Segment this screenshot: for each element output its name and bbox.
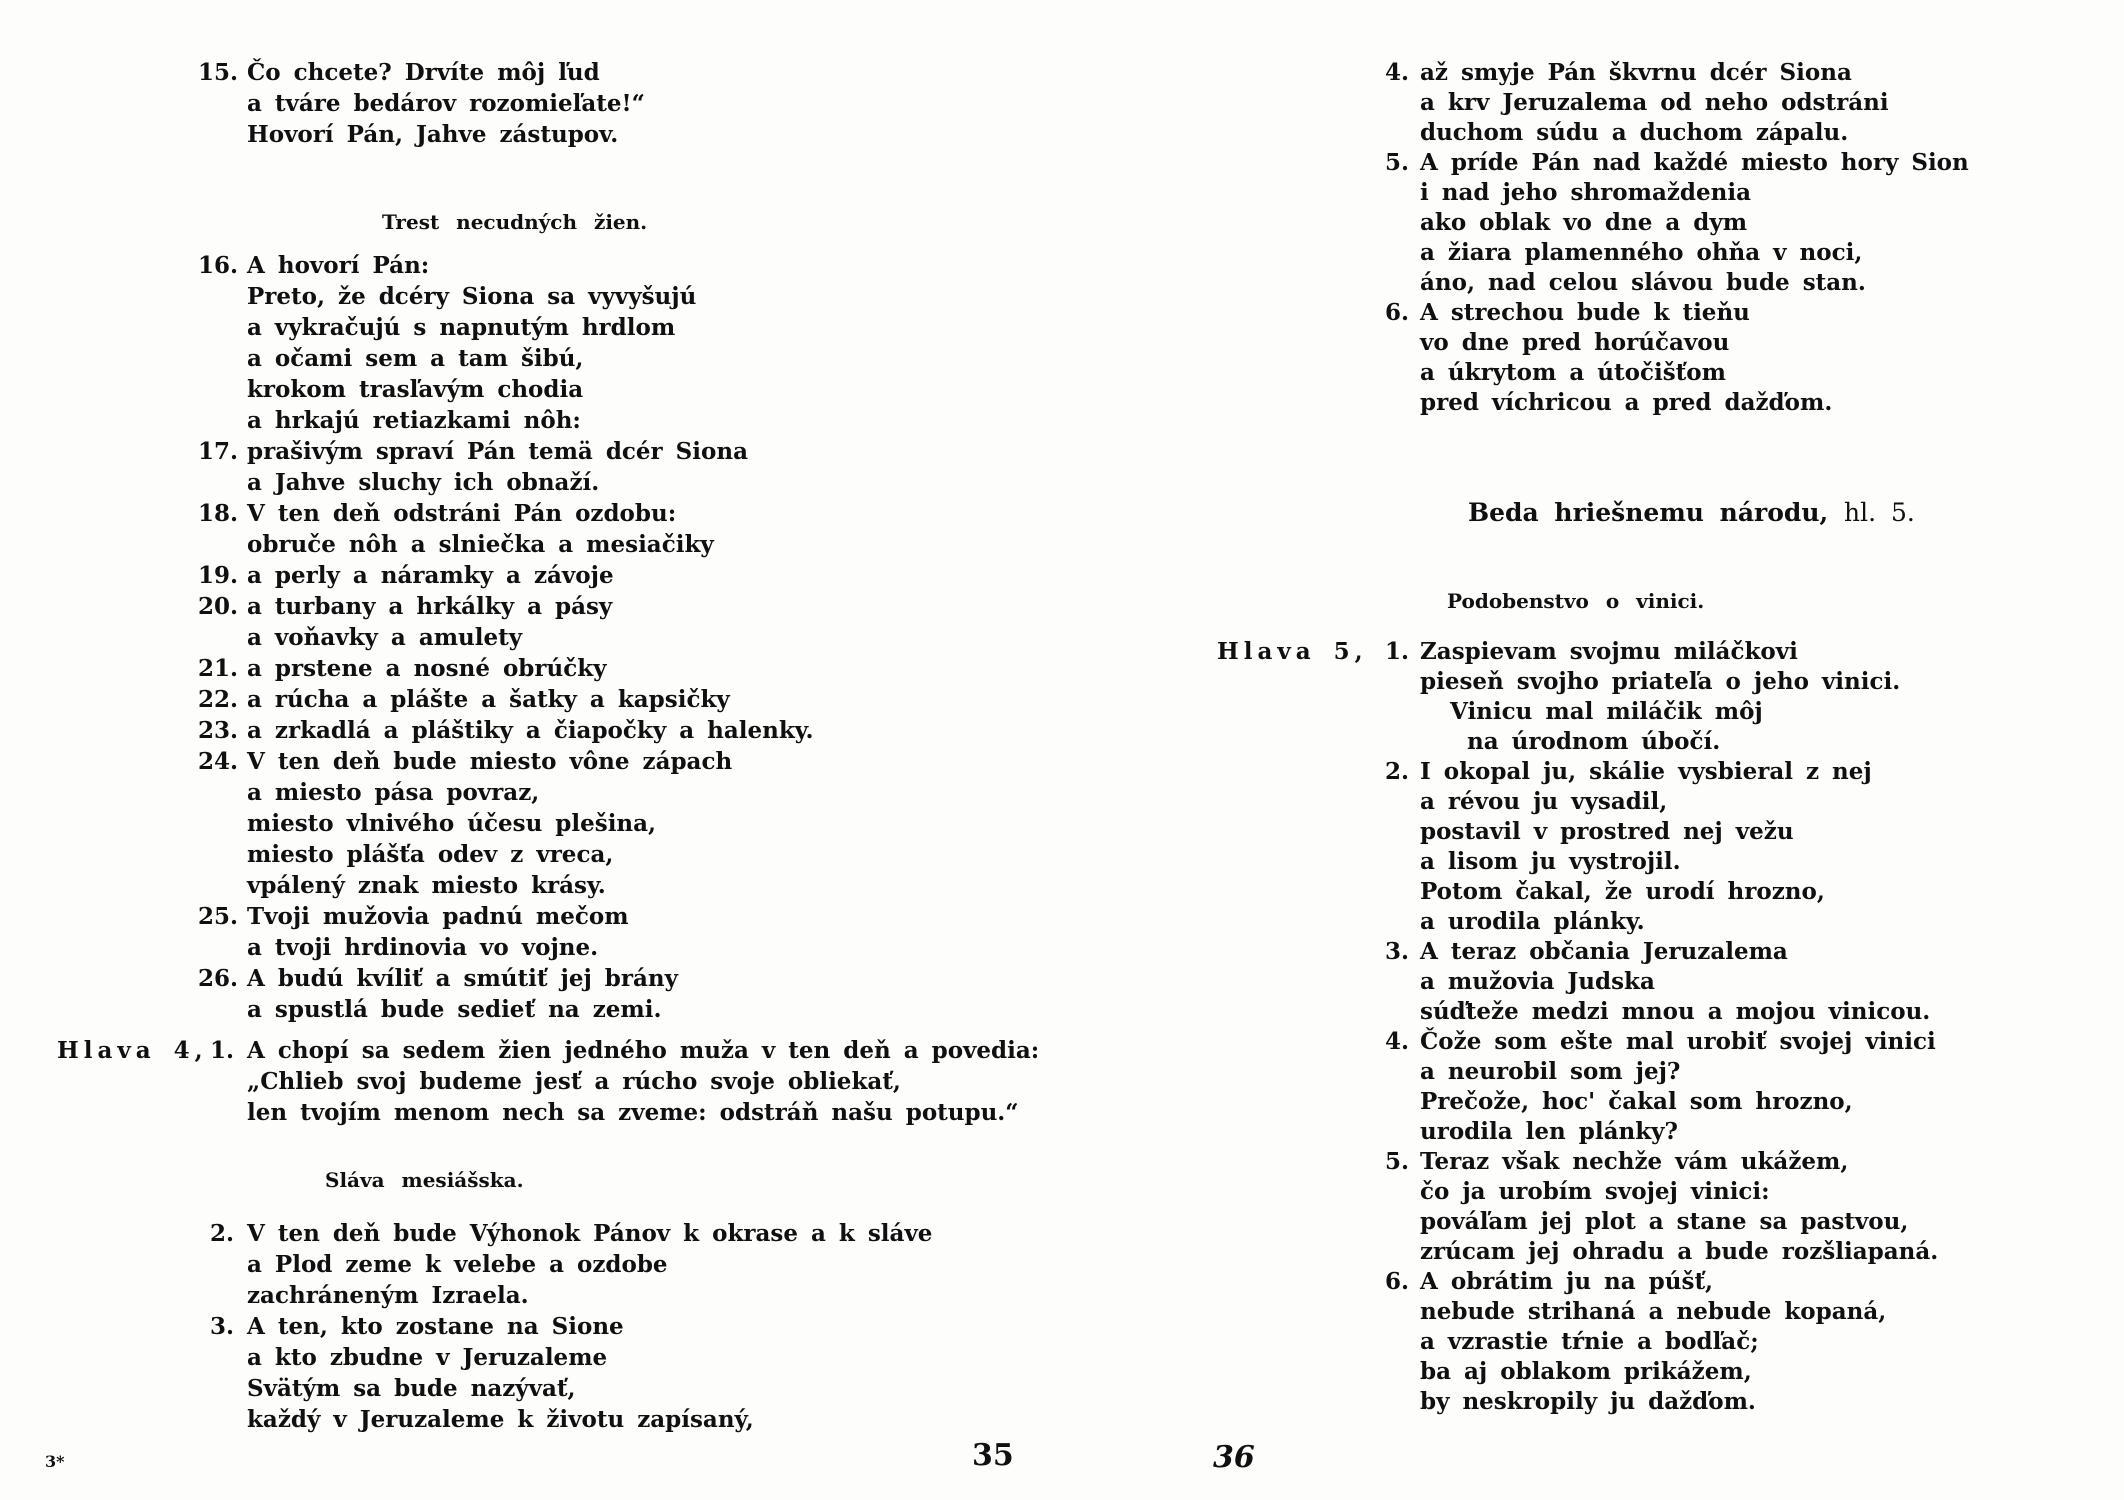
verse-line-text: A hovorí Pán: xyxy=(247,252,430,279)
verse-line-text: A ten, kto zostane na Sione xyxy=(247,1313,624,1340)
verse-line xyxy=(247,529,1058,560)
verse-line-text: urodila len plánky? xyxy=(1420,1118,1678,1145)
verse-line xyxy=(247,405,1058,436)
verse-line xyxy=(247,839,1058,870)
verse-line xyxy=(1420,1387,2105,1417)
verse-number: 2. xyxy=(1385,758,1410,785)
verse-line xyxy=(1385,298,2105,328)
signature-mark: 3* xyxy=(45,1452,65,1471)
verse-line-text: a révou ju vysadil, xyxy=(1420,788,1668,815)
verse-block xyxy=(1385,1027,2105,1147)
verse-line-text: A strechou bude k tieňu xyxy=(1420,299,1750,326)
verse-number: 1. xyxy=(209,1037,234,1064)
verse-line-text: Hovorí Pán, Jahve zástupov. xyxy=(247,121,619,148)
heading-chapter-ref: hl. 5. xyxy=(1843,498,1915,527)
verse-line xyxy=(198,591,1058,622)
verse-line xyxy=(1420,997,2105,1027)
verse-line xyxy=(198,653,1058,684)
verse-number: 26. xyxy=(198,965,239,992)
verse-line-text: pieseň svojho priateľa o jeho vinici. xyxy=(1420,668,1901,695)
verse-line-text: každý v Jeruzaleme k životu zapísaný, xyxy=(247,1406,754,1433)
verse-line-text: a krv Jeruzalema od neho odstráni xyxy=(1420,89,1889,116)
verse-line-text: len tvojím menom nech sa zveme: odstráň našu potupu.“ xyxy=(247,1099,1019,1126)
verse-line-text: duchom súdu a duchom zápalu. xyxy=(1420,119,1849,146)
verse-line-text: Zaspievam svojmu miláčkovi xyxy=(1420,638,1798,665)
verse-block xyxy=(198,1311,1058,1435)
verse-line-text: a tváre bedárov rozomieľate!“ xyxy=(247,90,645,117)
verse-block xyxy=(1385,58,2105,148)
chapter-label: Hlava 5, xyxy=(1217,638,1368,665)
verse-line-text: zrúcam jej ohradu a bude rozšliapaná. xyxy=(1420,1238,1939,1265)
verse-line xyxy=(1385,1147,2105,1177)
verse-line xyxy=(1385,937,2105,967)
verse-block xyxy=(198,963,1058,1025)
verse-line-text: Tvoji mužovia padnú mečom xyxy=(247,903,629,930)
verse-line xyxy=(247,119,1058,150)
verse-line-text: V ten deň odstráni Pán ozdobu: xyxy=(247,500,677,527)
verse-line-text: na úrodnom úbočí. xyxy=(1467,728,1721,755)
verse-line xyxy=(198,715,1058,746)
verse-line xyxy=(198,560,1058,591)
verse-block xyxy=(198,57,1058,150)
verse-line-text: a hrkajú retiazkami nôh: xyxy=(247,407,581,434)
verse-line-text: by neskropily ju dažďom. xyxy=(1420,1388,1756,1415)
verse-line xyxy=(1420,1297,2105,1327)
verse-line-text: postavil v prostred nej vežu xyxy=(1420,818,1794,845)
verse-block xyxy=(198,901,1058,963)
verse-line xyxy=(1385,58,2105,88)
verse-line xyxy=(1420,238,2105,268)
left-page xyxy=(57,57,1058,1435)
verse-line xyxy=(198,436,1058,467)
verse-line-text: a Plod zeme k velebe a ozdobe xyxy=(247,1251,668,1278)
verse-line xyxy=(1420,88,2105,118)
verse-number: 23. xyxy=(198,717,239,744)
verse-line-text: a neurobil som jej? xyxy=(1420,1058,1681,1085)
verse-line-text: „Chlieb svoj budeme jesť a rúcho svoje obliekať, xyxy=(247,1068,901,1095)
verse-line-text: prašivým spraví Pán temä dcér Siona xyxy=(247,438,748,465)
verse-line-text: V ten deň bude miesto vône zápach xyxy=(247,748,733,775)
page-number-left: 35 xyxy=(972,1438,1014,1473)
verse-number: 4. xyxy=(1385,59,1410,86)
verse-line xyxy=(1420,877,2105,907)
verse-line xyxy=(1420,817,2105,847)
verse-number: 1. xyxy=(1385,638,1410,665)
verse-line xyxy=(247,467,1058,498)
verse-line xyxy=(198,57,1058,88)
verse-number: 5. xyxy=(1385,149,1410,176)
verse-line xyxy=(1420,208,2105,238)
verse-line-text: V ten deň bude Výhonok Pánov k okrase a k sláve xyxy=(247,1220,933,1247)
verse-line xyxy=(1420,1117,2105,1147)
verse-block xyxy=(1385,937,2105,1027)
verse-line xyxy=(198,963,1058,994)
verse-line-text: a spustlá bude sedieť na zemi. xyxy=(247,996,662,1023)
verse-line-text: a voňavky a amulety xyxy=(247,624,523,651)
verse-line-text: až smyje Pán škvrnu dcér Siona xyxy=(1420,59,1852,86)
verse-line xyxy=(247,870,1058,901)
verse-line-text: a mužovia Judska xyxy=(1420,968,1655,995)
verse-line-text: a žiara plamenného ohňa v noci, xyxy=(1420,239,1863,266)
verse-line-text: vpálený znak miesto krásy. xyxy=(247,872,606,899)
verse-line xyxy=(209,1218,1058,1249)
verse-line-text: a lisom ju vystrojil. xyxy=(1420,848,1681,875)
verse-line xyxy=(1420,328,2105,358)
verse-line xyxy=(1420,1057,2105,1087)
verse-line-text: a turbany a hrkálky a pásy xyxy=(247,593,613,620)
verse-line-text: ako oblak vo dne a dym xyxy=(1420,209,1748,236)
verse-line-text: I okopal ju, skálie vysbieral z nej xyxy=(1420,758,1872,785)
verse-line xyxy=(247,1249,1058,1280)
verse-line-text: A obrátim ju na púšť, xyxy=(1420,1268,1714,1295)
verse-line-text: Teraz však nechže vám ukážem, xyxy=(1420,1148,1849,1175)
heading-bold-text: Beda hriešnemu národu, xyxy=(1468,498,1829,527)
verse-block xyxy=(198,746,1058,901)
verse-line-text: ba aj oblakom prikážem, xyxy=(1420,1358,1752,1385)
verse-line xyxy=(1420,388,2105,418)
verse-line-text: a zrkadlá a pláštiky a čiapočky a halenky. xyxy=(247,717,814,744)
verse-line-text: a perly a náramky a závoje xyxy=(247,562,614,589)
verse-line xyxy=(247,622,1058,653)
verse-line xyxy=(1420,907,2105,937)
verse-number: 3. xyxy=(209,1313,234,1340)
verse-line-text: Preto, že dcéry Siona sa vyvyšujú xyxy=(247,283,697,310)
verse-line-text: a rúcha a plášte a šatky a kapsičky xyxy=(247,686,730,713)
verse-line xyxy=(1420,1087,2105,1117)
verse-line xyxy=(198,498,1058,529)
verse-line xyxy=(247,1373,1058,1404)
right-page xyxy=(1217,58,2105,1417)
verse-line-text: a prstene a nosné obrúčky xyxy=(247,655,607,682)
verse-line-text: zachráneným Izraela. xyxy=(247,1282,529,1309)
verse-line xyxy=(1385,1027,2105,1057)
verse-line-text: obruče nôh a slniečka a mesiačiky xyxy=(247,531,714,558)
verse-line xyxy=(198,746,1058,777)
verse-line-text: a očami sem a tam šibú, xyxy=(247,345,584,372)
verse-line xyxy=(247,777,1058,808)
verse-line xyxy=(1217,637,2105,667)
verse-number: 4. xyxy=(1385,1028,1410,1055)
verse-block xyxy=(198,560,1058,591)
verse-line-text: krokom trasľavým chodia xyxy=(247,376,584,403)
section-heading: Trest necudných žien. xyxy=(382,210,648,234)
verse-block xyxy=(1385,298,2105,418)
verse-line-text: a kto zbudne v Jeruzaleme xyxy=(247,1344,608,1371)
verse-line xyxy=(1450,697,2105,727)
verse-line xyxy=(247,312,1058,343)
verse-line xyxy=(198,901,1058,932)
verse-line xyxy=(1420,1177,2105,1207)
verse-line xyxy=(1420,787,2105,817)
verse-number: 25. xyxy=(198,903,239,930)
verse-block xyxy=(1385,1267,2105,1417)
verse-line xyxy=(1420,1207,2105,1237)
chapter-label: Hlava 4, xyxy=(57,1037,208,1064)
verse-line xyxy=(1385,1267,2105,1297)
verse-line xyxy=(247,994,1058,1025)
verse-number: 20. xyxy=(198,593,239,620)
verse-line-text: čo ja urobím svojej vinici: xyxy=(1420,1178,1770,1205)
verse-line xyxy=(1420,967,2105,997)
verse-block xyxy=(198,498,1058,560)
verse-line-text: Vinicu mal miláčik môj xyxy=(1450,698,1763,725)
verse-line xyxy=(1420,268,2105,298)
verse-number: 5. xyxy=(1385,1148,1410,1175)
verse-line xyxy=(198,250,1058,281)
verse-line-text: Čo chcete? Drvíte môj ľud xyxy=(247,59,600,86)
verse-line xyxy=(1467,727,2105,757)
verse-number: 24. xyxy=(198,748,239,775)
verse-line xyxy=(1420,667,2105,697)
verse-line xyxy=(247,343,1058,374)
verse-line-text: Čože som ešte mal urobiť svojej vinici xyxy=(1420,1028,1936,1055)
verse-line xyxy=(198,684,1058,715)
verse-line xyxy=(247,1342,1058,1373)
verse-number: 17. xyxy=(198,438,239,465)
verse-block xyxy=(57,1035,1058,1128)
verse-line-text: a Jahve sluchy ich obnaží. xyxy=(247,469,600,496)
verse-line-text: Potom čakal, že urodí hrozno, xyxy=(1420,878,1825,905)
verse-block xyxy=(198,250,1058,436)
verse-line xyxy=(247,1066,1058,1097)
verse-line-text: pováľam jej plot a stane sa pastvou, xyxy=(1420,1208,1909,1235)
verse-line xyxy=(1420,847,2105,877)
verse-line xyxy=(247,932,1058,963)
verse-line xyxy=(247,808,1058,839)
verse-line-text: A budú kvíliť a smútiť jej brány xyxy=(247,965,678,992)
verse-number: 21. xyxy=(198,655,239,682)
verse-line xyxy=(247,1404,1058,1435)
verse-number: 3. xyxy=(1385,938,1410,965)
verse-block xyxy=(198,1218,1058,1311)
verse-block xyxy=(1217,637,2105,757)
verse-line-text: A príde Pán nad každé miesto hory Sion xyxy=(1420,149,1969,176)
verse-line-text: a urodila plánky. xyxy=(1420,908,1645,935)
verse-number: 19. xyxy=(198,562,239,589)
verse-line-text: i nad jeho shromaždenia xyxy=(1420,179,1751,206)
verse-line xyxy=(1420,1357,2105,1387)
verse-line xyxy=(1420,358,2105,388)
verse-line-text: A chopí sa sedem žien jedného muža v ten deň a povedia: xyxy=(247,1037,1040,1064)
verse-block xyxy=(198,436,1058,498)
verse-line-text: miesto plášťa odev z vreca, xyxy=(247,841,614,868)
verse-line-text: A teraz občania Jeruzalema xyxy=(1420,938,1788,965)
verse-number: 22. xyxy=(198,686,239,713)
verse-line-text: súďteže medzi mnou a mojou vinicou. xyxy=(1420,998,1931,1025)
verse-block xyxy=(198,653,1058,684)
verse-line xyxy=(247,374,1058,405)
section-heading: Sláva mesiášska. xyxy=(325,1168,524,1192)
verse-line-text: a miesto pása povraz, xyxy=(247,779,540,806)
verse-line-text: áno, nad celou slávou bude stan. xyxy=(1420,269,1866,296)
verse-line-text: a vzrastie tŕnie a bodľač; xyxy=(1420,1328,1759,1355)
verse-line xyxy=(1385,757,2105,787)
section-heading: Podobenstvo o vinici. xyxy=(1447,589,1705,613)
verse-line xyxy=(209,1311,1058,1342)
verse-number: 18. xyxy=(198,500,239,527)
page-number-right: 36 xyxy=(1213,1440,1255,1475)
verse-line-text: miesto vlnivého účesu plešina, xyxy=(247,810,657,837)
verse-line xyxy=(247,88,1058,119)
verse-line xyxy=(1420,1237,2105,1267)
verse-line-text: a tvoji hrdinovia vo vojne. xyxy=(247,934,599,961)
verse-block xyxy=(198,684,1058,715)
section-heading-large xyxy=(1468,496,2105,530)
verse-line xyxy=(1420,118,2105,148)
verse-number: 16. xyxy=(198,252,239,279)
verse-line-text: nebude strihaná a nebude kopaná, xyxy=(1420,1298,1887,1325)
verse-line-text: pred víchricou a pred dažďom. xyxy=(1420,389,1833,416)
verse-block xyxy=(198,715,1058,746)
verse-line xyxy=(1420,1327,2105,1357)
verse-block xyxy=(1385,148,2105,298)
verse-block xyxy=(1385,757,2105,937)
verse-number: 2. xyxy=(209,1220,234,1247)
verse-line xyxy=(1420,178,2105,208)
verse-line xyxy=(247,281,1058,312)
verse-line xyxy=(247,1097,1058,1128)
verse-line-text: a vykračujú s napnutým hrdlom xyxy=(247,314,676,341)
verse-line xyxy=(247,1280,1058,1311)
verse-number: 6. xyxy=(1385,299,1410,326)
verse-number: 6. xyxy=(1385,1268,1410,1295)
verse-line xyxy=(1385,148,2105,178)
verse-line-text: Prečože, hoc' čakal som hrozno, xyxy=(1420,1088,1853,1115)
verse-line-text: vo dne pred horúčavou xyxy=(1420,329,1730,356)
verse-line-text: Svätým sa bude nazývať, xyxy=(247,1375,576,1402)
verse-block xyxy=(198,591,1058,653)
verse-block xyxy=(1385,1147,2105,1267)
verse-line xyxy=(57,1035,1058,1066)
verse-number: 15. xyxy=(198,59,239,86)
verse-line-text: a úkrytom a útočišťom xyxy=(1420,359,1726,386)
